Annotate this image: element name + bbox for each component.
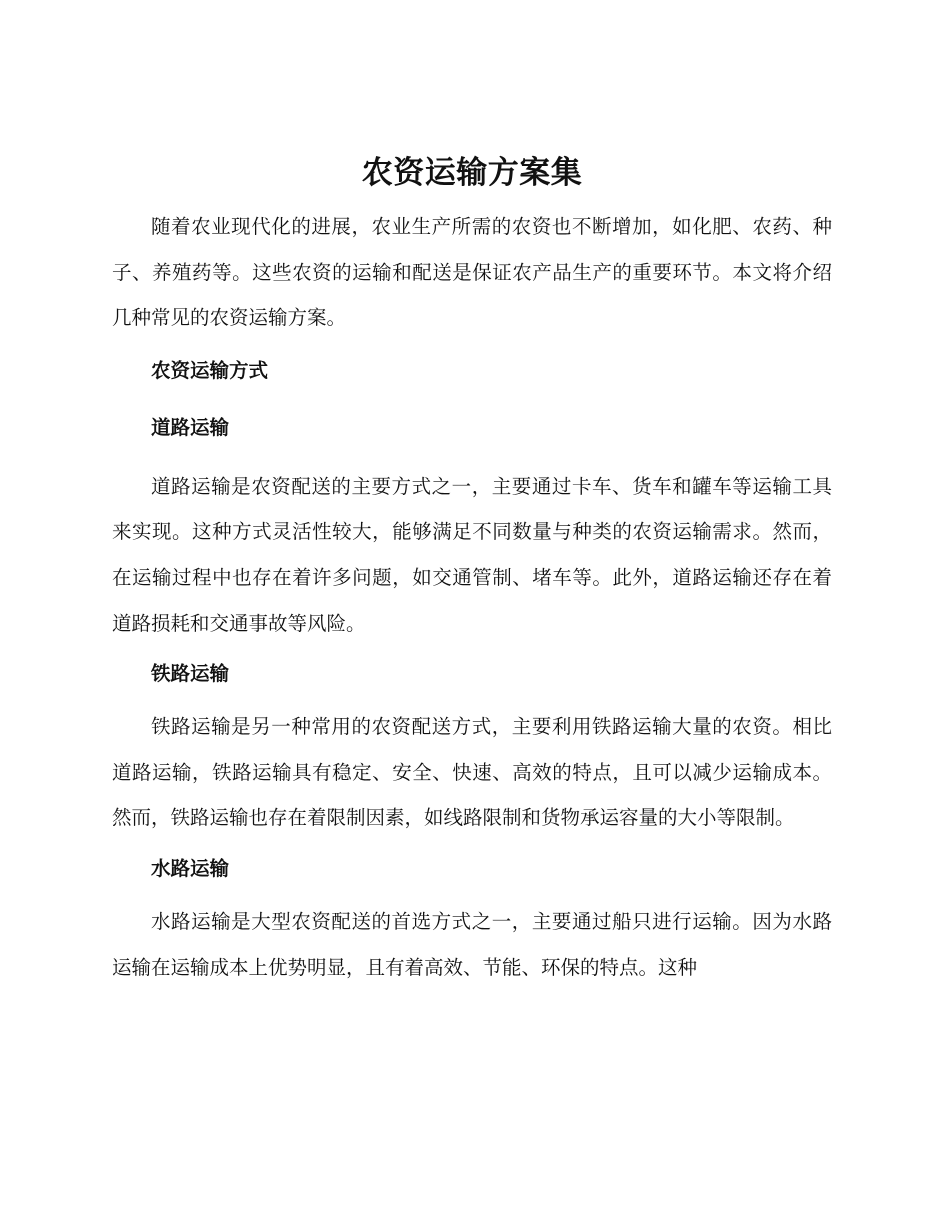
paragraph-rail-transport: 铁路运输是另一种常用的农资配送方式，主要利用铁路运输大量的农资。相比道路运输，铁路运输具有稳定、安全、快速、高效的特点，且可以减少运输成本。然而，铁路运输也存在着限制因素，如线路限制和货物承运容量的大小等限制。 — [112, 715, 832, 830]
paragraph-water-transport: 水路运输是大型农资配送的首选方式之一，主要通过船只进行运输。因为水路运输在运输成本上优势明显，且有着高效、节能、环保的特点。这种 — [112, 909, 832, 979]
heading-water-transport: 水路运输 — [151, 856, 230, 880]
section-heading-transport-methods: 农资运输方式 — [151, 358, 269, 382]
heading-rail-transport: 铁路运输 — [151, 662, 230, 686]
document-title: 农资运输方案集 — [361, 155, 583, 191]
paragraph-road-transport: 道路运输是农资配送的主要方式之一，主要通过卡车、货车和罐车等运输工具来实现。这种方式灵活性较大，能够满足不同数量与种类的农资运输需求。然而，在运输过程中也存在着许多问题，如交通管制、堵车等。此外，道路运输还存在着道路损耗和交通事故等风险。 — [112, 474, 832, 635]
intro-paragraph: 随着农业现代化的进展，农业生产所需的农资也不断增加，如化肥、农药、种子、养殖药等。这些农资的运输和配送是保证农产品生产的重要环节。本文将介绍几种常见的农资运输方案。 — [112, 215, 832, 330]
heading-road-transport: 道路运输 — [151, 415, 230, 439]
